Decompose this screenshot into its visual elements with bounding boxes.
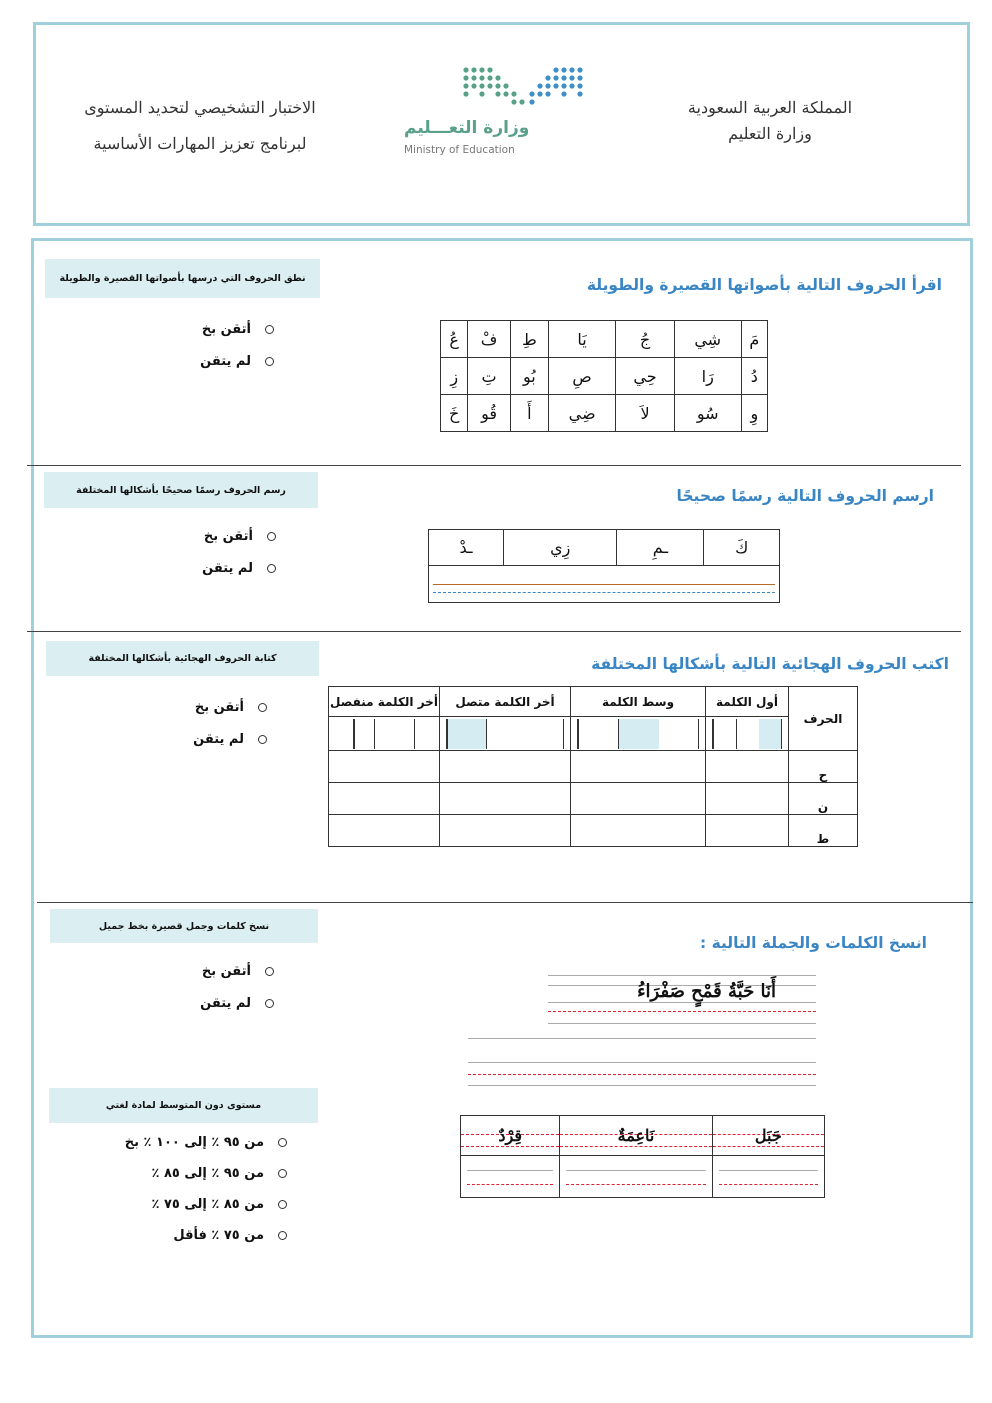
- word-cell: [560, 1116, 712, 1156]
- letters-row: [441, 358, 768, 395]
- letter-row: [329, 815, 858, 847]
- radio-circle-icon[interactable]: [265, 325, 274, 334]
- ministry-name: وزارة التعليم: [728, 124, 812, 143]
- writing-box[interactable]: [618, 719, 658, 749]
- column-header: الحرف: [789, 687, 858, 751]
- guide-line: [548, 975, 816, 976]
- baseline-line: [433, 584, 775, 585]
- writing-box[interactable]: [395, 719, 414, 749]
- boxes-cell[interactable]: [571, 717, 706, 751]
- section-divider: [27, 631, 961, 632]
- word-copy-cell[interactable]: [560, 1156, 712, 1198]
- letter-forms-header-row: [329, 687, 858, 717]
- letter-forms-boxes-row: [329, 717, 858, 751]
- level-option[interactable]: من ٩٥ ٪ إلى ٨٥ ٪: [151, 1166, 287, 1181]
- letter-cell: عُ: [441, 321, 468, 358]
- letter-cell: يَا: [548, 321, 615, 358]
- answer-cell[interactable]: [571, 815, 706, 847]
- word-cell: [712, 1116, 824, 1156]
- test-title: الاختبار التشخيصي لتحديد المستوى: [84, 98, 316, 117]
- section2-option-master[interactable]: أتقن بخ: [204, 529, 276, 544]
- section1-title: اقرأ الحروف التالية بأصواتها القصيرة والطويلة: [586, 276, 942, 294]
- column-header: أخر الكلمة منفصل: [329, 687, 440, 717]
- drawing-letters-row: [429, 530, 780, 566]
- word-text: جَبَل: [754, 1126, 782, 1145]
- letter-cell: وِ: [741, 395, 767, 432]
- level-skill: مستوى دون المتوسط لمادة لغتي: [49, 1088, 318, 1123]
- writing-box[interactable]: [659, 719, 698, 749]
- answer-cell[interactable]: [706, 783, 789, 815]
- answer-cell[interactable]: [440, 751, 571, 783]
- section2-option-not-master[interactable]: لم يتقن: [202, 561, 276, 576]
- letter-cell: مَ: [741, 321, 767, 358]
- letter-cell: رَا: [674, 358, 741, 395]
- letter-cell: صِ: [548, 358, 615, 395]
- sentence-lines[interactable]: [548, 975, 816, 1025]
- answer-cell[interactable]: [571, 783, 706, 815]
- answer-cell[interactable]: [440, 783, 571, 815]
- letter-cell: طِ: [510, 321, 548, 358]
- boxes-cell[interactable]: [440, 717, 571, 751]
- guide-line: [548, 1002, 816, 1003]
- section4-title: انسخ الكلمات والجملة التالية :: [699, 934, 927, 952]
- letter-row: [329, 783, 858, 815]
- answer-cell[interactable]: [329, 783, 440, 815]
- word-cell: [461, 1116, 560, 1156]
- sentence-text: أَنَا حَبَّةُ قَمْحٍ صَفْرَاءُ: [637, 981, 776, 1002]
- letters-table: [440, 320, 768, 432]
- ministry-logo: [400, 62, 590, 162]
- letter-cell: قُو: [468, 395, 510, 432]
- program-name: لبرنامج تعزيز المهارات الأساسية: [93, 134, 307, 153]
- radio-circle-icon[interactable]: [258, 735, 267, 744]
- section-divider: [27, 465, 961, 466]
- words-row: [461, 1116, 825, 1156]
- logo-english-text: Ministry of Education: [404, 144, 515, 156]
- word-copy-cell[interactable]: [461, 1156, 560, 1198]
- section1-option-not-master[interactable]: لم يتقن: [200, 354, 274, 369]
- radio-circle-icon[interactable]: [278, 1200, 287, 1209]
- column-header: وسط الكلمة: [571, 687, 706, 717]
- drawing-table: [428, 529, 780, 603]
- letters-row: [441, 395, 768, 432]
- answer-cell[interactable]: [329, 815, 440, 847]
- level-option[interactable]: من ٨٥ ٪ إلى ٧٥ ٪: [151, 1197, 287, 1212]
- boxes-cell[interactable]: [329, 717, 440, 751]
- letter-label: ن: [789, 783, 858, 815]
- letter-cell: جُ: [616, 321, 674, 358]
- radio-circle-icon[interactable]: [265, 357, 274, 366]
- level-option[interactable]: من ٧٥ ٪ فأقل: [173, 1228, 287, 1243]
- writing-box[interactable]: [486, 719, 525, 749]
- radio-circle-icon[interactable]: [278, 1138, 287, 1147]
- section4-option-master[interactable]: أتقن بخ: [202, 964, 274, 979]
- level-option[interactable]: من ٩٥ ٪ إلى ١٠٠ ٪ بخ: [125, 1135, 287, 1150]
- letter-cell: زِ: [441, 358, 468, 395]
- answer-cell[interactable]: [329, 751, 440, 783]
- section3-option-master[interactable]: أتقن بخ: [195, 700, 267, 715]
- section2-skill: رسم الحروف رسمًا صحيحًا بأشكالها المختلفة: [44, 472, 318, 508]
- answer-cell[interactable]: [440, 815, 571, 847]
- section3-title: اكتب الحروف الهجائية التالية بأشكالها المختلفة: [591, 655, 949, 673]
- logo-dots-icon: [400, 62, 590, 112]
- radio-circle-icon[interactable]: [267, 564, 276, 573]
- drawing-letter-cell: كَ: [704, 530, 780, 566]
- header-left: [60, 90, 340, 162]
- section1-skill: نطق الحروف التي درسها بأصواتها القصيرة والطويلة: [45, 259, 320, 298]
- word-copy-cell[interactable]: [712, 1156, 824, 1198]
- drawing-answer-row[interactable]: [429, 566, 780, 603]
- words-copy-row[interactable]: [461, 1156, 825, 1198]
- radio-circle-icon[interactable]: [265, 967, 274, 976]
- writing-box[interactable]: [374, 719, 394, 749]
- guide-line: [468, 1038, 816, 1039]
- guide-line: [468, 1085, 816, 1086]
- words-table: [460, 1115, 825, 1198]
- section4-option-not-master[interactable]: لم يتقن: [200, 996, 274, 1011]
- writing-box[interactable]: [578, 719, 618, 749]
- section3-skill: كتابة الحروف الهجائية بأشكالها المختلفة: [46, 641, 319, 676]
- writing-box[interactable]: [736, 719, 759, 749]
- section2-title: ارسم الحروف التالية رسمًا صحيحًا: [676, 487, 934, 505]
- letter-cell: حِي: [616, 358, 674, 395]
- guide-line: [468, 1062, 816, 1063]
- baseline-line: [468, 1074, 816, 1075]
- letter-cell: شِي: [674, 321, 741, 358]
- sentence-copy-lines[interactable]: [468, 1038, 816, 1088]
- column-header: أول الكلمة: [706, 687, 789, 717]
- section3-option-not-master[interactable]: لم يتقن: [193, 732, 267, 747]
- letter-cell: دُ: [741, 358, 767, 395]
- logo-arabic-text: وزارة التعـــليم: [404, 118, 530, 138]
- answer-cell[interactable]: [706, 751, 789, 783]
- letter-row: [329, 751, 858, 783]
- section1-option-master[interactable]: أتقن بخ: [202, 322, 274, 337]
- writing-box[interactable]: [713, 719, 736, 749]
- writing-box[interactable]: [354, 719, 374, 749]
- letter-cell: سُو: [674, 395, 741, 432]
- section4-skill: نسخ كلمات وجمل قصيرة بخط جميل: [50, 909, 318, 943]
- section-divider: [37, 902, 973, 903]
- letter-label: ح: [789, 751, 858, 783]
- country-name: المملكة العربية السعودية: [687, 98, 853, 117]
- header-right: [660, 95, 880, 147]
- drawing-letter-cell: زِي: [504, 530, 617, 566]
- writing-box[interactable]: [759, 719, 781, 749]
- word-text: قِرْدٌ: [498, 1126, 522, 1145]
- letter-cell: أَ: [510, 395, 548, 432]
- radio-circle-icon[interactable]: [258, 703, 267, 712]
- answer-cell[interactable]: [706, 815, 789, 847]
- letter-cell: بُو: [510, 358, 548, 395]
- drawing-letter-cell: ـمِ: [617, 530, 704, 566]
- word-text: نَاعِمَةٌ: [617, 1126, 655, 1145]
- radio-circle-icon[interactable]: [278, 1231, 287, 1240]
- radio-circle-icon[interactable]: [265, 999, 274, 1008]
- radio-circle-icon[interactable]: [278, 1169, 287, 1178]
- baseline-line: [548, 1011, 816, 1012]
- guide-line: [433, 592, 775, 593]
- letter-cell: لاَ: [616, 395, 674, 432]
- letter-cell: تِ: [468, 358, 510, 395]
- letter-cell: ضِي: [548, 395, 615, 432]
- column-header: أخر الكلمة متصل: [440, 687, 571, 717]
- letter-cell: فْ: [468, 321, 510, 358]
- guide-line: [548, 1023, 816, 1024]
- radio-circle-icon[interactable]: [267, 532, 276, 541]
- letter-forms-table: [328, 686, 858, 847]
- drawing-letter-cell: ـدْ: [429, 530, 504, 566]
- drawing-answer-area[interactable]: [429, 566, 780, 603]
- writing-box[interactable]: [447, 719, 486, 749]
- letter-cell: خَ: [441, 395, 468, 432]
- boxes-cell[interactable]: [706, 717, 789, 751]
- letters-row: [441, 321, 768, 358]
- answer-cell[interactable]: [571, 751, 706, 783]
- writing-box[interactable]: [525, 719, 563, 749]
- letter-label: ط: [789, 815, 858, 847]
